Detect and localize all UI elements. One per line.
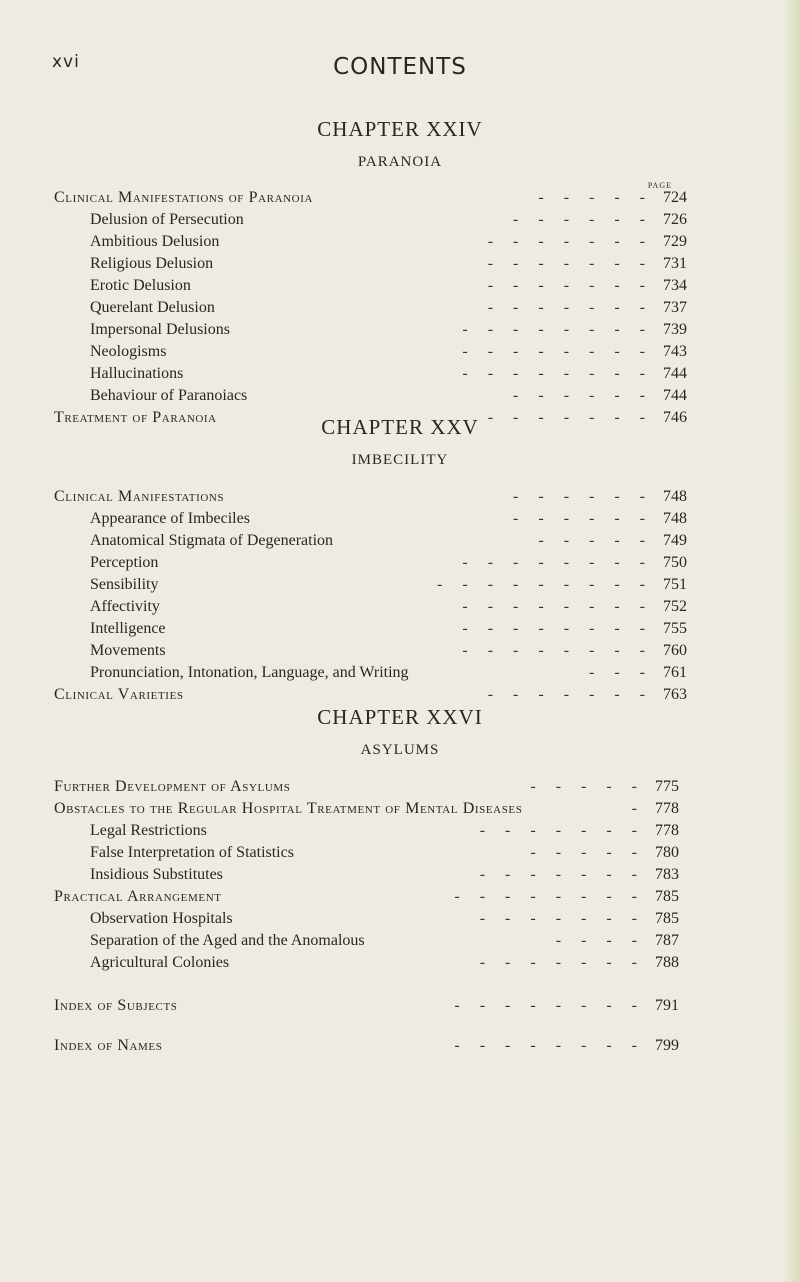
entry-title: Religious Delusion xyxy=(90,255,214,272)
chapter-title: CHAPTER XXV xyxy=(321,415,479,439)
entry-title: Index of Subjects xyxy=(54,997,178,1014)
leader-dots: - - - - - - - xyxy=(487,686,653,703)
leader-dots: - - - - - xyxy=(538,532,653,549)
page-reference: 775 xyxy=(655,778,679,795)
leader-dots: - - - - - - - xyxy=(479,866,645,883)
page-reference: 748 xyxy=(663,488,687,505)
toc-entry xyxy=(0,952,800,974)
chapter-xxiv xyxy=(0,117,800,429)
page-reference: 783 xyxy=(655,866,679,883)
page-reference: 739 xyxy=(663,321,687,338)
entry-title: Erotic Delusion xyxy=(90,277,191,294)
leader-dots: - - - - - - - - xyxy=(462,365,653,382)
entry-title: Anatomical Stigmata of Degeneration xyxy=(90,532,334,549)
entry-title: Behaviour of Paranoiacs xyxy=(90,387,248,404)
leader-dots: - - - - - - - xyxy=(487,255,653,272)
entry-title: Observation Hospitals xyxy=(90,910,233,927)
entry-title: Obstacles to the Regular Hospital Treatment of Mental Diseases xyxy=(54,800,523,817)
leader-dots: - - - - - - - - - xyxy=(437,576,653,593)
entry-title: Further Development of Asylums xyxy=(54,778,291,795)
toc-entry xyxy=(0,684,800,706)
toc-entry xyxy=(0,798,800,820)
entry-title: Clinical Manifestations xyxy=(54,488,225,505)
toc-entry xyxy=(0,995,800,1017)
page-reference: 778 xyxy=(655,822,679,839)
page-reference: 799 xyxy=(655,1037,679,1054)
running-head: CONTENTS xyxy=(333,54,467,80)
page-reference: 729 xyxy=(663,233,687,250)
leader-dots: - - - - - - - xyxy=(479,822,645,839)
page-reference: 785 xyxy=(655,888,679,905)
entry-title: Clinical Varieties xyxy=(54,686,184,703)
leader-dots: - - - xyxy=(589,664,653,681)
chapter-title: CHAPTER XXVI xyxy=(317,705,483,729)
entry-title: Affectivity xyxy=(90,598,160,615)
page-reference: 743 xyxy=(663,343,687,360)
leader-dots: - - - - - - - xyxy=(487,299,653,316)
leader-dots: - - - - - - - xyxy=(479,910,645,927)
leader-dots: - - - - - - xyxy=(513,488,653,505)
entry-list xyxy=(0,181,800,429)
entry-title: Index of Names xyxy=(54,1037,163,1054)
toc-entry xyxy=(0,908,800,930)
toc-entry xyxy=(0,341,800,363)
page-reference: 749 xyxy=(663,532,687,549)
toc-entry xyxy=(0,662,800,684)
page-reference: 751 xyxy=(663,576,687,593)
entry-title: Impersonal Delusions xyxy=(90,321,230,338)
page-reference: 746 xyxy=(663,409,687,426)
entry-title: Perception xyxy=(90,554,159,571)
page-reference: 752 xyxy=(663,598,687,615)
page-reference: 744 xyxy=(663,365,687,382)
entry-title: Clinical Manifestations of Paranoia xyxy=(54,189,314,206)
chapter-xxvi xyxy=(0,705,800,974)
leader-dots: - - - - - - - - xyxy=(462,620,653,637)
page-reference: 748 xyxy=(663,510,687,527)
leader-dots: - - - - - - - - xyxy=(454,997,645,1014)
leader-dots: - - - - - - xyxy=(513,387,653,404)
leader-dots: - xyxy=(631,800,645,817)
entry-title: Ambitious Delusion xyxy=(90,233,220,250)
toc-entry xyxy=(0,209,800,231)
leader-dots: - - - - - - - xyxy=(487,277,653,294)
entry-title: Querelant Delusion xyxy=(90,299,215,316)
toc-entry xyxy=(0,275,800,297)
entry-title: Sensibility xyxy=(90,576,159,593)
toc-entry xyxy=(0,886,800,908)
toc-entry xyxy=(0,618,800,640)
toc-entry xyxy=(0,640,800,662)
leader-dots: - - - - - xyxy=(530,844,645,861)
page-reference: 780 xyxy=(655,844,679,861)
chapter-subtitle: ASYLUMS xyxy=(360,742,440,758)
toc-entry xyxy=(0,842,800,864)
leader-dots: - - - - - - xyxy=(513,211,653,228)
toc-entry xyxy=(0,574,800,596)
page-reference: 731 xyxy=(663,255,687,272)
entry-list xyxy=(0,486,800,706)
page-reference: 785 xyxy=(655,910,679,927)
toc-entry xyxy=(0,596,800,618)
entry-title: Practical Arrangement xyxy=(54,888,222,905)
toc-entry xyxy=(0,508,800,530)
toc-entry xyxy=(0,486,800,508)
entry-title: False Interpretation of Statistics xyxy=(90,844,294,861)
page-reference: 737 xyxy=(663,299,687,316)
toc-entry xyxy=(0,319,800,341)
leader-dots: - - - - - - - - xyxy=(462,554,653,571)
page-reference: 726 xyxy=(663,211,687,228)
entry-title: Pronunciation, Intonation, Language, and Writing xyxy=(90,664,409,681)
toc-entry xyxy=(0,776,800,798)
entry-title: Appearance of Imbeciles xyxy=(90,510,250,527)
toc-entry xyxy=(0,552,800,574)
entry-title: Intelligence xyxy=(90,620,166,637)
entry-list xyxy=(0,776,800,974)
chapter-subtitle: IMBECILITY xyxy=(351,452,449,468)
toc-entry xyxy=(0,385,800,407)
leader-dots: - - - - xyxy=(555,932,645,949)
toc-entry xyxy=(0,253,800,275)
entry-title: Insidious Substitutes xyxy=(90,866,223,883)
page-number: xvi xyxy=(52,52,80,72)
page-reference: 755 xyxy=(663,620,687,637)
leader-dots: - - - - - - - - xyxy=(462,642,653,659)
leader-dots: - - - - - - xyxy=(513,510,653,527)
entry-title: Movements xyxy=(90,642,166,659)
leader-dots: - - - - - - - xyxy=(487,409,653,426)
toc-entry xyxy=(0,297,800,319)
page-reference: 760 xyxy=(663,642,687,659)
leader-dots: - - - - - - - xyxy=(487,233,653,250)
toc-entry xyxy=(0,820,800,842)
page-column-label: PAGE xyxy=(647,181,672,190)
leader-dots: - - - - - - - - xyxy=(454,888,645,905)
page-reference: 787 xyxy=(655,932,679,949)
page-reference: 791 xyxy=(655,997,679,1014)
leader-dots: - - - - - - - xyxy=(479,954,645,971)
page-reference: 744 xyxy=(663,387,687,404)
page-reference: 761 xyxy=(663,664,687,681)
toc-entry xyxy=(0,1035,800,1057)
leader-dots: - - - - - - - - xyxy=(454,1037,645,1054)
entry-title: Neologisms xyxy=(90,343,167,360)
entry-title: Delusion of Persecution xyxy=(90,211,244,228)
index-section xyxy=(0,995,800,1017)
chapter-title: CHAPTER XXIV xyxy=(317,117,483,141)
leader-dots: - - - - - - - - xyxy=(462,598,653,615)
toc-entry xyxy=(0,231,800,253)
page-reference: 724 xyxy=(663,189,687,206)
entry-title: Treatment of Paranoia xyxy=(54,409,217,426)
chapter-subtitle: PARANOIA xyxy=(357,154,443,170)
page-reference: 778 xyxy=(655,800,679,817)
page-reference: 750 xyxy=(663,554,687,571)
toc-entry xyxy=(0,864,800,886)
toc-entry xyxy=(0,530,800,552)
toc-entry xyxy=(0,930,800,952)
leader-dots: - - - - - xyxy=(530,778,645,795)
entry-title: Legal Restrictions xyxy=(90,822,207,839)
toc-entry xyxy=(0,187,800,209)
leader-dots: - - - - - - - - xyxy=(462,321,653,338)
page-reference: 734 xyxy=(663,277,687,294)
chapter-xxv xyxy=(0,415,800,706)
leader-dots: - - - - - - - - xyxy=(462,343,653,360)
entry-title: Hallucinations xyxy=(90,365,184,382)
index-section xyxy=(0,1035,800,1057)
page-reference: 763 xyxy=(663,686,687,703)
page-reference: 788 xyxy=(655,954,679,971)
toc-entry xyxy=(0,363,800,385)
entry-title: Separation of the Aged and the Anomalous xyxy=(90,932,365,949)
entry-title: Agricultural Colonies xyxy=(90,954,230,971)
leader-dots: - - - - - xyxy=(538,189,653,206)
